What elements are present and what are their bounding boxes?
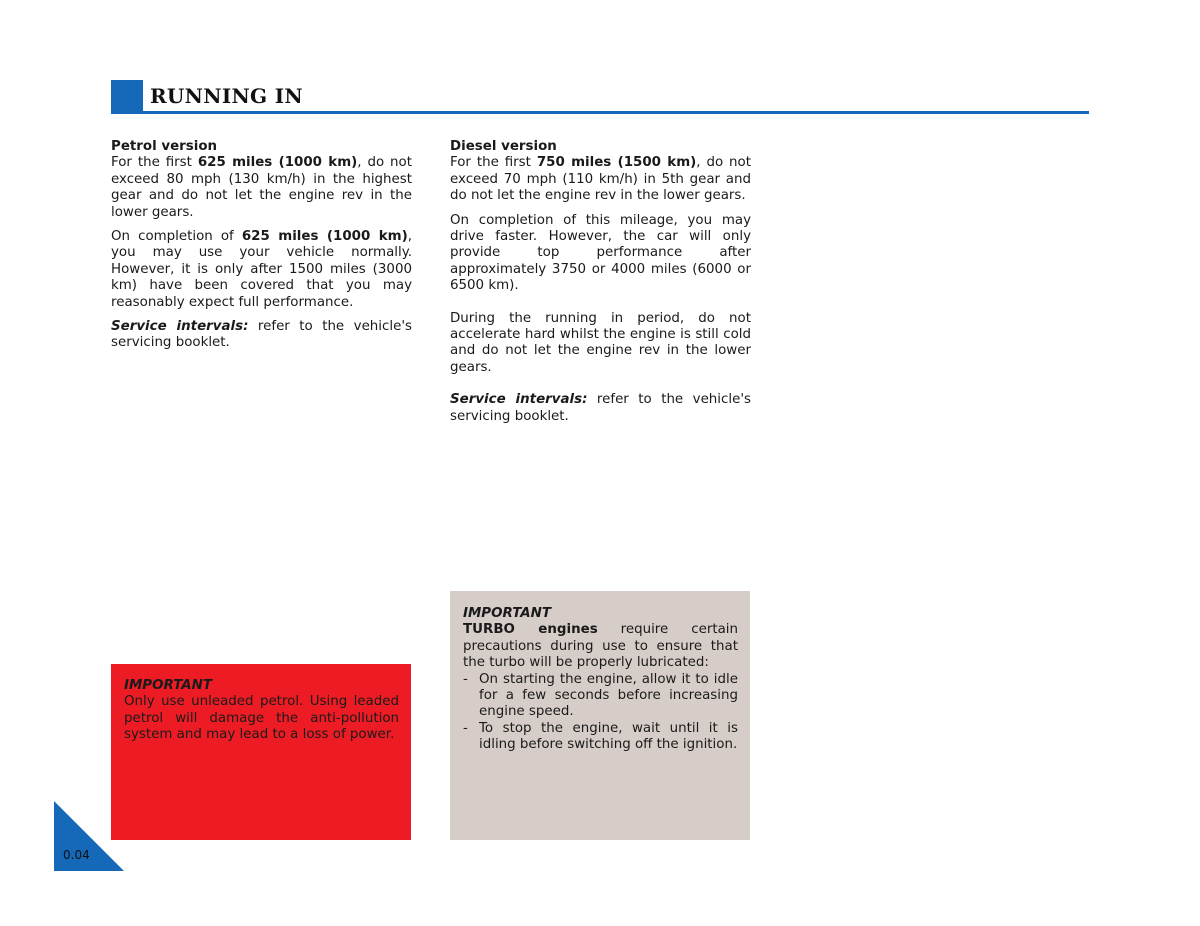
diesel-service-text: refer to the vehicle's servicing booklet. [450,392,751,424]
important-grey-title: IMPORTANT [463,606,552,621]
important-unleaded-box [111,664,411,840]
diesel-paragraph-1 [450,155,751,204]
important-red-title: IMPORTANT [124,678,213,693]
turbo-intro [463,622,738,671]
diesel-p1-mileage: 750 miles (1500 km) [536,155,697,171]
diesel-p1-text-c: , do not exceed 70 mph (110 km/h) in 5th gear and do not let the engine rev in the lower gears. [450,155,751,204]
diesel-heading: Diesel version [450,139,557,154]
diesel-paragraph-2: On completion of this mileage, you may drive faster. However, the car will only provide top performance after approximately 3750 or 4000 miles (6000 or 6500 km). [450,212,751,294]
turbo-bullet-1-text: On starting the engine, allow it to idle for a few seconds before increasing engine speed. [479,671,738,720]
petrol-paragraph-1 [111,155,412,221]
bullet-dash: - [463,671,468,687]
petrol-service-text: refer to the vehicle's servicing booklet. [111,319,412,351]
petrol-section [111,139,412,360]
turbo-bullet-1 [463,672,738,721]
page-title: RUNNING IN [150,84,303,108]
petrol-heading: Petrol version [111,139,218,154]
page-number: 0.04 [63,848,90,862]
diesel-service-label: Service intervals: [450,392,588,408]
turbo-intro-bold: TURBO engines [463,622,598,638]
diesel-p1-text-a: For the first [450,155,537,171]
petrol-p2-text-a: On completion of [111,229,242,245]
turbo-intro-text: require certain precautions during use to ensure that the turbo will be properly lubricated: [463,622,738,671]
header-accent-square [111,80,143,112]
diesel-paragraph-3: During the running in period, do not accelerate hard whilst the engine is still cold and do not let the engine rev in the lower gears. [450,310,751,375]
petrol-p1-mileage: 625 miles (1000 km) [197,155,358,171]
petrol-service-label: Service intervals: [111,319,249,335]
turbo-bullet-2-text: To stop the engine, wait until it is idling before switching off the ignition. [479,720,738,753]
petrol-p1-text-c: , do not exceed 80 mph (130 km/h) in the highest gear and do not let the engine rev in the lower gears. [111,155,412,220]
diesel-section [450,139,751,433]
petrol-p2-mileage: 625 miles (1000 km) [241,229,408,245]
bullet-dash: - [463,720,468,736]
diesel-service-intervals [450,392,751,425]
important-turbo-box [450,591,750,840]
petrol-p1-text-a: For the first [111,155,198,171]
header-rule [111,111,1089,114]
turbo-bullet-2 [463,721,738,754]
petrol-paragraph-2 [111,229,412,311]
petrol-p2-text-c: , you may use your vehicle normally. However, it is only after 1500 miles (3000 km) have been covered that you may reasonably expect full performance. [111,229,412,310]
important-red-text: Only use unleaded petrol. Using leaded petrol will damage the anti-pollution system and may lead to a loss of power. [124,694,399,743]
petrol-service-intervals [111,319,412,352]
